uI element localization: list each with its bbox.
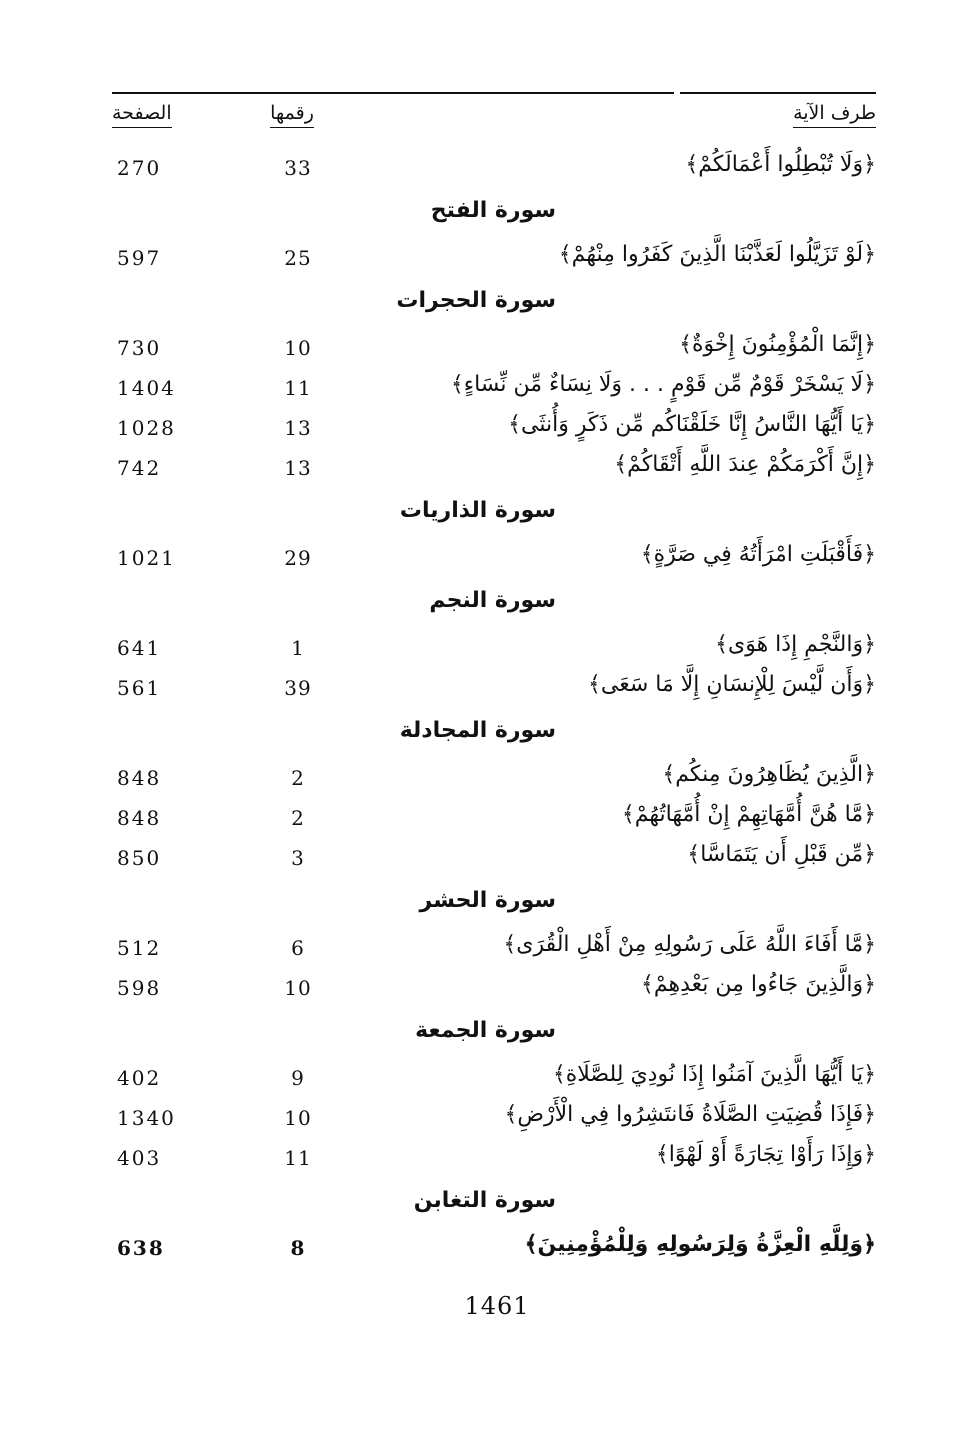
page-ref: 512 — [117, 936, 162, 960]
aya-number: 25 — [284, 246, 312, 270]
index-row — [0, 838, 974, 878]
page-ref: 561 — [117, 676, 162, 700]
index-row — [0, 1228, 974, 1268]
page-ref: 1021 — [117, 546, 176, 570]
aya-number: 10 — [284, 336, 312, 360]
aya-text: ﴿مَّا هُنَّ أُمَّهَاتِهِمْ إِنْ أُمَّهَاتُهُمْ﴾ — [621, 802, 876, 827]
aya-text: ﴿فَأَقْبَلَتِ امْرَأَتُهُ فِي صَرَّةٍ﴾ — [640, 542, 876, 567]
page-ref: 1028 — [117, 416, 176, 440]
page-ref: 730 — [117, 336, 162, 360]
aya-text: ﴿وَأَن لَّيْسَ لِلْإِنسَانِ إِلَّا مَا سَعَى﴾ — [588, 672, 876, 697]
surah-heading — [0, 188, 974, 238]
aya-text: ﴿يَا أَيُّهَا النَّاسُ إِنَّا خَلَقْنَاكُم مِّن ذَكَرٍ وَأُنثَى﴾ — [508, 412, 876, 437]
aya-text: ﴿إِنَّمَا الْمُؤْمِنُونَ إِخْوَةٌ﴾ — [679, 332, 876, 357]
aya-number: 33 — [284, 156, 312, 180]
surah-heading — [0, 878, 974, 928]
page-ref: 742 — [117, 456, 162, 480]
aya-number: 29 — [284, 546, 312, 570]
index-row — [0, 928, 974, 968]
index-row — [0, 148, 974, 188]
page-ref: 848 — [117, 766, 162, 790]
surah-title: سورة الحجرات — [396, 288, 556, 313]
index-row — [0, 538, 974, 578]
header-page-label: الصفحة — [112, 102, 172, 128]
page-ref: 403 — [117, 1146, 162, 1170]
page-ref: 641 — [117, 636, 162, 660]
aya-number: 13 — [284, 456, 312, 480]
aya-text: ﴿وَلَا تُبْطِلُوا أَعْمَالَكُمْ﴾ — [685, 152, 876, 177]
index-row — [0, 798, 974, 838]
header-aya-label: طرف الآية — [793, 102, 876, 128]
page-ref: 270 — [117, 156, 162, 180]
page-ref: 850 — [117, 846, 162, 870]
aya-text: ﴿وَالَّذِينَ جَاءُوا مِن بَعْدِهِمْ﴾ — [640, 972, 876, 997]
header-aya-column — [793, 102, 876, 128]
aya-text: ﴿إِنَّ أَكْرَمَكُمْ عِندَ اللَّهِ أَتْقَاكُمْ﴾ — [614, 452, 876, 477]
surah-heading — [0, 488, 974, 538]
page-ref: 638 — [117, 1236, 165, 1260]
surah-title: سورة الفتح — [430, 198, 556, 223]
index-row — [0, 968, 974, 1008]
index-row — [0, 1098, 974, 1138]
surah-heading — [0, 708, 974, 758]
page-ref: 848 — [117, 806, 162, 830]
surah-title: سورة الحشر — [419, 888, 556, 913]
page-ref: 597 — [117, 246, 162, 270]
header-number-label: رقمها — [270, 102, 314, 128]
page-ref: 1340 — [117, 1106, 176, 1130]
aya-text: ﴿فَإِذَا قُضِيَتِ الصَّلَاةُ فَانتَشِرُوا فِي الْأَرْضِ﴾ — [504, 1102, 876, 1127]
aya-text: ﴿وَالنَّجْمِ إِذَا هَوَى﴾ — [715, 632, 876, 657]
aya-text: ﴿وَإِذَا رَأَوْا تِجَارَةً أَوْ لَهْوًا﴾ — [655, 1142, 876, 1167]
aya-text: ﴿لَا يَسْخَرْ قَوْمٌ مِّن قَوْمٍ . . . وَلَا نِسَاءٌ مِّن نِّسَاءٍ﴾ — [450, 372, 876, 397]
aya-number: 2 — [291, 766, 305, 790]
surah-title: سورة الجمعة — [415, 1018, 556, 1043]
aya-text: ﴿مَّا أَفَاءَ اللَّهُ عَلَى رَسُولِهِ مِنْ أَهْلِ الْقُرَى﴾ — [503, 932, 876, 957]
index-row — [0, 758, 974, 798]
aya-text: ﴿وَلِلَّهِ الْعِزَّةُ وَلِرَسُولِهِ وَلِلْمُؤْمِنِينَ﴾ — [524, 1232, 876, 1257]
aya-number: 1 — [291, 636, 305, 660]
aya-number: 11 — [284, 376, 312, 400]
surah-title: سورة التغابن — [413, 1188, 556, 1213]
index-row — [0, 1058, 974, 1098]
header-rule-left — [112, 92, 674, 94]
index-row — [0, 368, 974, 408]
aya-number: 39 — [284, 676, 312, 700]
surah-heading — [0, 1008, 974, 1058]
aya-text: ﴿مِّن قَبْلِ أَن يَتَمَاسَّا﴾ — [687, 842, 876, 867]
surah-heading — [0, 278, 974, 328]
page-ref: 1404 — [117, 376, 176, 400]
index-content — [0, 148, 974, 1268]
surah-heading — [0, 1178, 974, 1228]
header-number-column — [262, 102, 322, 128]
surah-title: سورة الذاريات — [399, 498, 556, 523]
aya-text: ﴿لَوْ تَزَيَّلُوا لَعَذَّبْنَا الَّذِينَ كَفَرُوا مِنْهُمْ﴾ — [558, 242, 876, 267]
aya-number: 3 — [291, 846, 305, 870]
aya-text: ﴿الَّذِينَ يُظَاهِرُونَ مِنكُم﴾ — [662, 762, 876, 787]
page-number: 1461 — [464, 1292, 530, 1320]
header-rule-right — [680, 92, 876, 94]
aya-number: 9 — [291, 1066, 305, 1090]
aya-text: ﴿يَا أَيُّهَا الَّذِينَ آمَنُوا إِذَا نُودِيَ لِلصَّلَاةِ﴾ — [552, 1062, 876, 1087]
index-row — [0, 1138, 974, 1178]
surah-heading — [0, 578, 974, 628]
aya-number: 10 — [284, 976, 312, 1000]
index-row — [0, 448, 974, 488]
index-row — [0, 668, 974, 708]
aya-number: 6 — [291, 936, 305, 960]
surah-title: سورة النجم — [429, 588, 556, 613]
index-row — [0, 408, 974, 448]
aya-number: 8 — [290, 1236, 306, 1260]
page-ref: 402 — [117, 1066, 162, 1090]
surah-title: سورة المجادلة — [399, 718, 556, 743]
index-row — [0, 328, 974, 368]
index-row — [0, 628, 974, 668]
header-page-column — [112, 102, 182, 128]
aya-number: 13 — [284, 416, 312, 440]
aya-number: 2 — [291, 806, 305, 830]
aya-number: 11 — [284, 1146, 312, 1170]
aya-number: 10 — [284, 1106, 312, 1130]
page-ref: 598 — [117, 976, 162, 1000]
index-row — [0, 238, 974, 278]
